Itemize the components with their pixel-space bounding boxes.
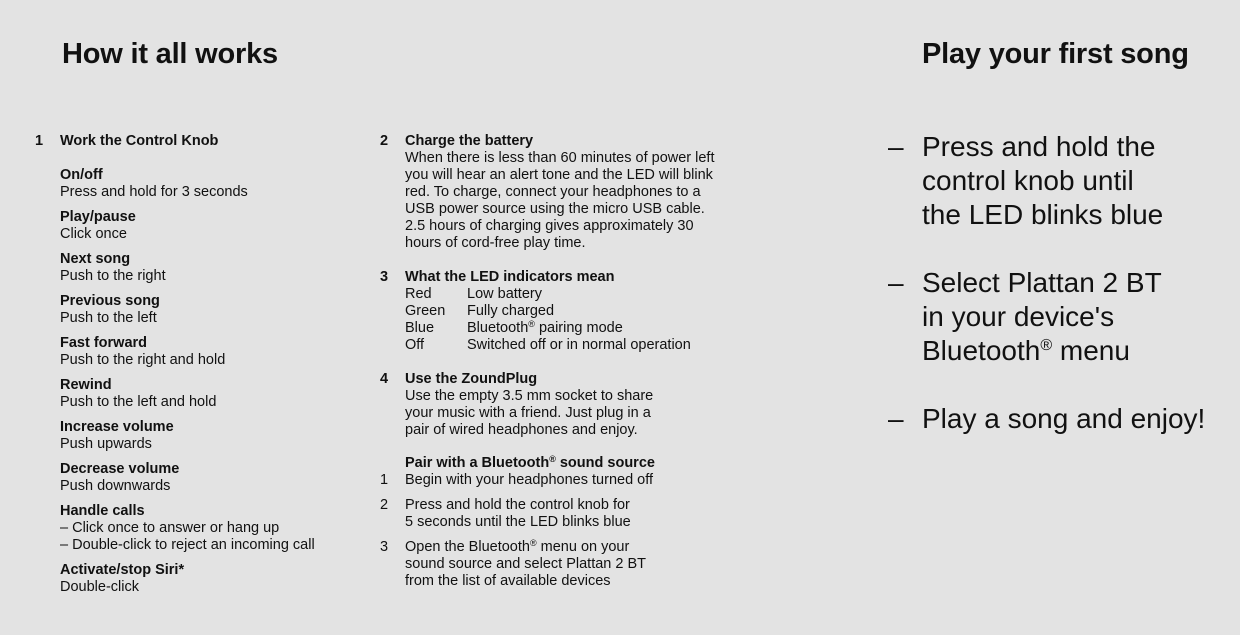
text-line: When there is less than 60 minutes of power left (405, 150, 715, 166)
step-number: 1 (380, 472, 389, 488)
pairing-step (380, 539, 740, 590)
control-action: Push to the left and hold (60, 394, 217, 410)
control-item (35, 251, 355, 285)
led-row (405, 303, 740, 320)
control-action: Push to the left (60, 310, 157, 326)
section-zoundplug (380, 371, 740, 439)
dash-marker: – (888, 403, 904, 434)
control-item (35, 503, 355, 554)
pairing-step (380, 497, 740, 531)
led-meaning: Fully charged (467, 303, 555, 319)
led-color: Green (405, 303, 446, 319)
led-row (405, 337, 740, 354)
control-action: Double-click (60, 579, 139, 595)
control-item (35, 461, 355, 495)
dash-marker: – (888, 267, 904, 298)
text-line: the LED blinks blue (922, 199, 1164, 230)
section-title: Work the Control Knob (60, 133, 219, 149)
control-item (35, 209, 355, 243)
led-meaning (467, 320, 623, 337)
text-line: Use the empty 3.5 mm socket to share (405, 388, 654, 404)
step-number: 3 (380, 539, 389, 555)
control-name: Decrease volume (60, 461, 180, 477)
control-item (35, 167, 355, 201)
control-name: Next song (60, 251, 131, 267)
control-name: Increase volume (60, 419, 174, 435)
text-part: Bluetooth (467, 320, 529, 336)
first-song-step (888, 130, 1238, 232)
text-line: you will hear an alert tone and the LED will blink (405, 167, 713, 183)
registered-mark: ® (528, 319, 535, 329)
right-title: Play your first song (922, 38, 1189, 70)
section-led-indicators (380, 269, 740, 354)
control-item (35, 377, 355, 411)
text-line: 2.5 hours of charging gives approximately 30 (405, 218, 694, 234)
section-control-knob (35, 133, 355, 603)
control-name: Rewind (60, 377, 112, 393)
text-line: your music with a friend. Just plug in a (405, 405, 651, 421)
text-line: from the list of available devices (405, 573, 611, 589)
control-name: Previous song (60, 293, 160, 309)
text-line: USB power source using the micro USB cable. (405, 201, 705, 217)
registered-mark: ® (529, 538, 537, 548)
led-row (405, 320, 740, 337)
control-item (35, 562, 355, 596)
led-meaning: Low battery (467, 286, 542, 302)
led-color: Off (405, 337, 425, 353)
control-item (35, 293, 355, 327)
control-name: Activate/stop Siri* (60, 562, 185, 578)
control-action: – Click once to answer or hang up (60, 520, 280, 536)
pairing-step (380, 472, 740, 489)
section-title (380, 455, 740, 472)
led-color: Blue (405, 320, 435, 336)
control-name: Handle calls (60, 503, 145, 519)
text-line: red. To charge, connect your headphones to a (405, 184, 701, 200)
text-line: Press and hold the (922, 131, 1156, 162)
text-line: control knob until (922, 165, 1134, 196)
control-item (35, 419, 355, 453)
text-line (405, 539, 740, 556)
registered-mark: ® (1040, 337, 1053, 354)
text-part: menu (1052, 335, 1130, 366)
section-number: 3 (380, 269, 389, 285)
control-item (35, 335, 355, 369)
first-song-step (888, 402, 1238, 436)
control-action: Push downwards (60, 478, 171, 494)
control-action: Press and hold for 3 seconds (60, 184, 248, 200)
led-meaning: Switched off or in normal operation (467, 337, 691, 353)
dash-marker: – (888, 131, 904, 162)
text-line: Press and hold the control knob for (405, 497, 630, 513)
text-line: Play a song and enjoy! (922, 403, 1206, 434)
text-part: Bluetooth (922, 335, 1041, 366)
control-action: Click once (60, 226, 127, 242)
text-line: Begin with your headphones turned off (405, 472, 654, 488)
section-title: Use the ZoundPlug (405, 371, 538, 387)
first-song-steps (888, 130, 1228, 450)
text-part: menu on your (536, 539, 630, 555)
control-action: Push upwards (60, 436, 152, 452)
text-line: pair of wired headphones and enjoy. (405, 422, 638, 438)
section-charge-battery (380, 133, 740, 252)
control-name: On/off (60, 167, 103, 183)
section-bluetooth-pairing (380, 454, 740, 589)
control-action: Push to the right and hold (60, 352, 226, 368)
text-line: hours of cord-free play time. (405, 235, 586, 251)
text-line: sound source and select Plattan 2 BT (405, 556, 647, 572)
control-action: Push to the right (60, 268, 166, 284)
control-name: Play/pause (60, 209, 136, 225)
led-color: Red (405, 286, 432, 302)
left-title: How it all works (62, 38, 278, 70)
registered-mark: ® (549, 454, 556, 464)
section-number: 4 (380, 371, 389, 387)
text-part: Open the Bluetooth (405, 539, 530, 555)
step-number: 2 (380, 497, 389, 513)
section-number: 2 (380, 133, 389, 149)
text-line: in your device's (922, 301, 1115, 332)
text-part: Pair with a Bluetooth (405, 455, 550, 471)
text-part: sound source (555, 455, 655, 471)
control-action: – Double-click to reject an incoming call (60, 537, 315, 553)
section-number: 1 (35, 133, 44, 149)
middle-column (380, 133, 740, 603)
led-row (405, 286, 740, 303)
first-song-step (888, 266, 1238, 368)
control-name: Fast forward (60, 335, 148, 351)
section-title: What the LED indicators mean (405, 269, 615, 285)
text-line (922, 334, 1238, 368)
text-line: Select Plattan 2 BT (922, 267, 1162, 298)
text-line: 5 seconds until the LED blinks blue (405, 514, 631, 530)
section-title: Charge the battery (405, 133, 534, 149)
text-part: pairing mode (534, 320, 623, 336)
